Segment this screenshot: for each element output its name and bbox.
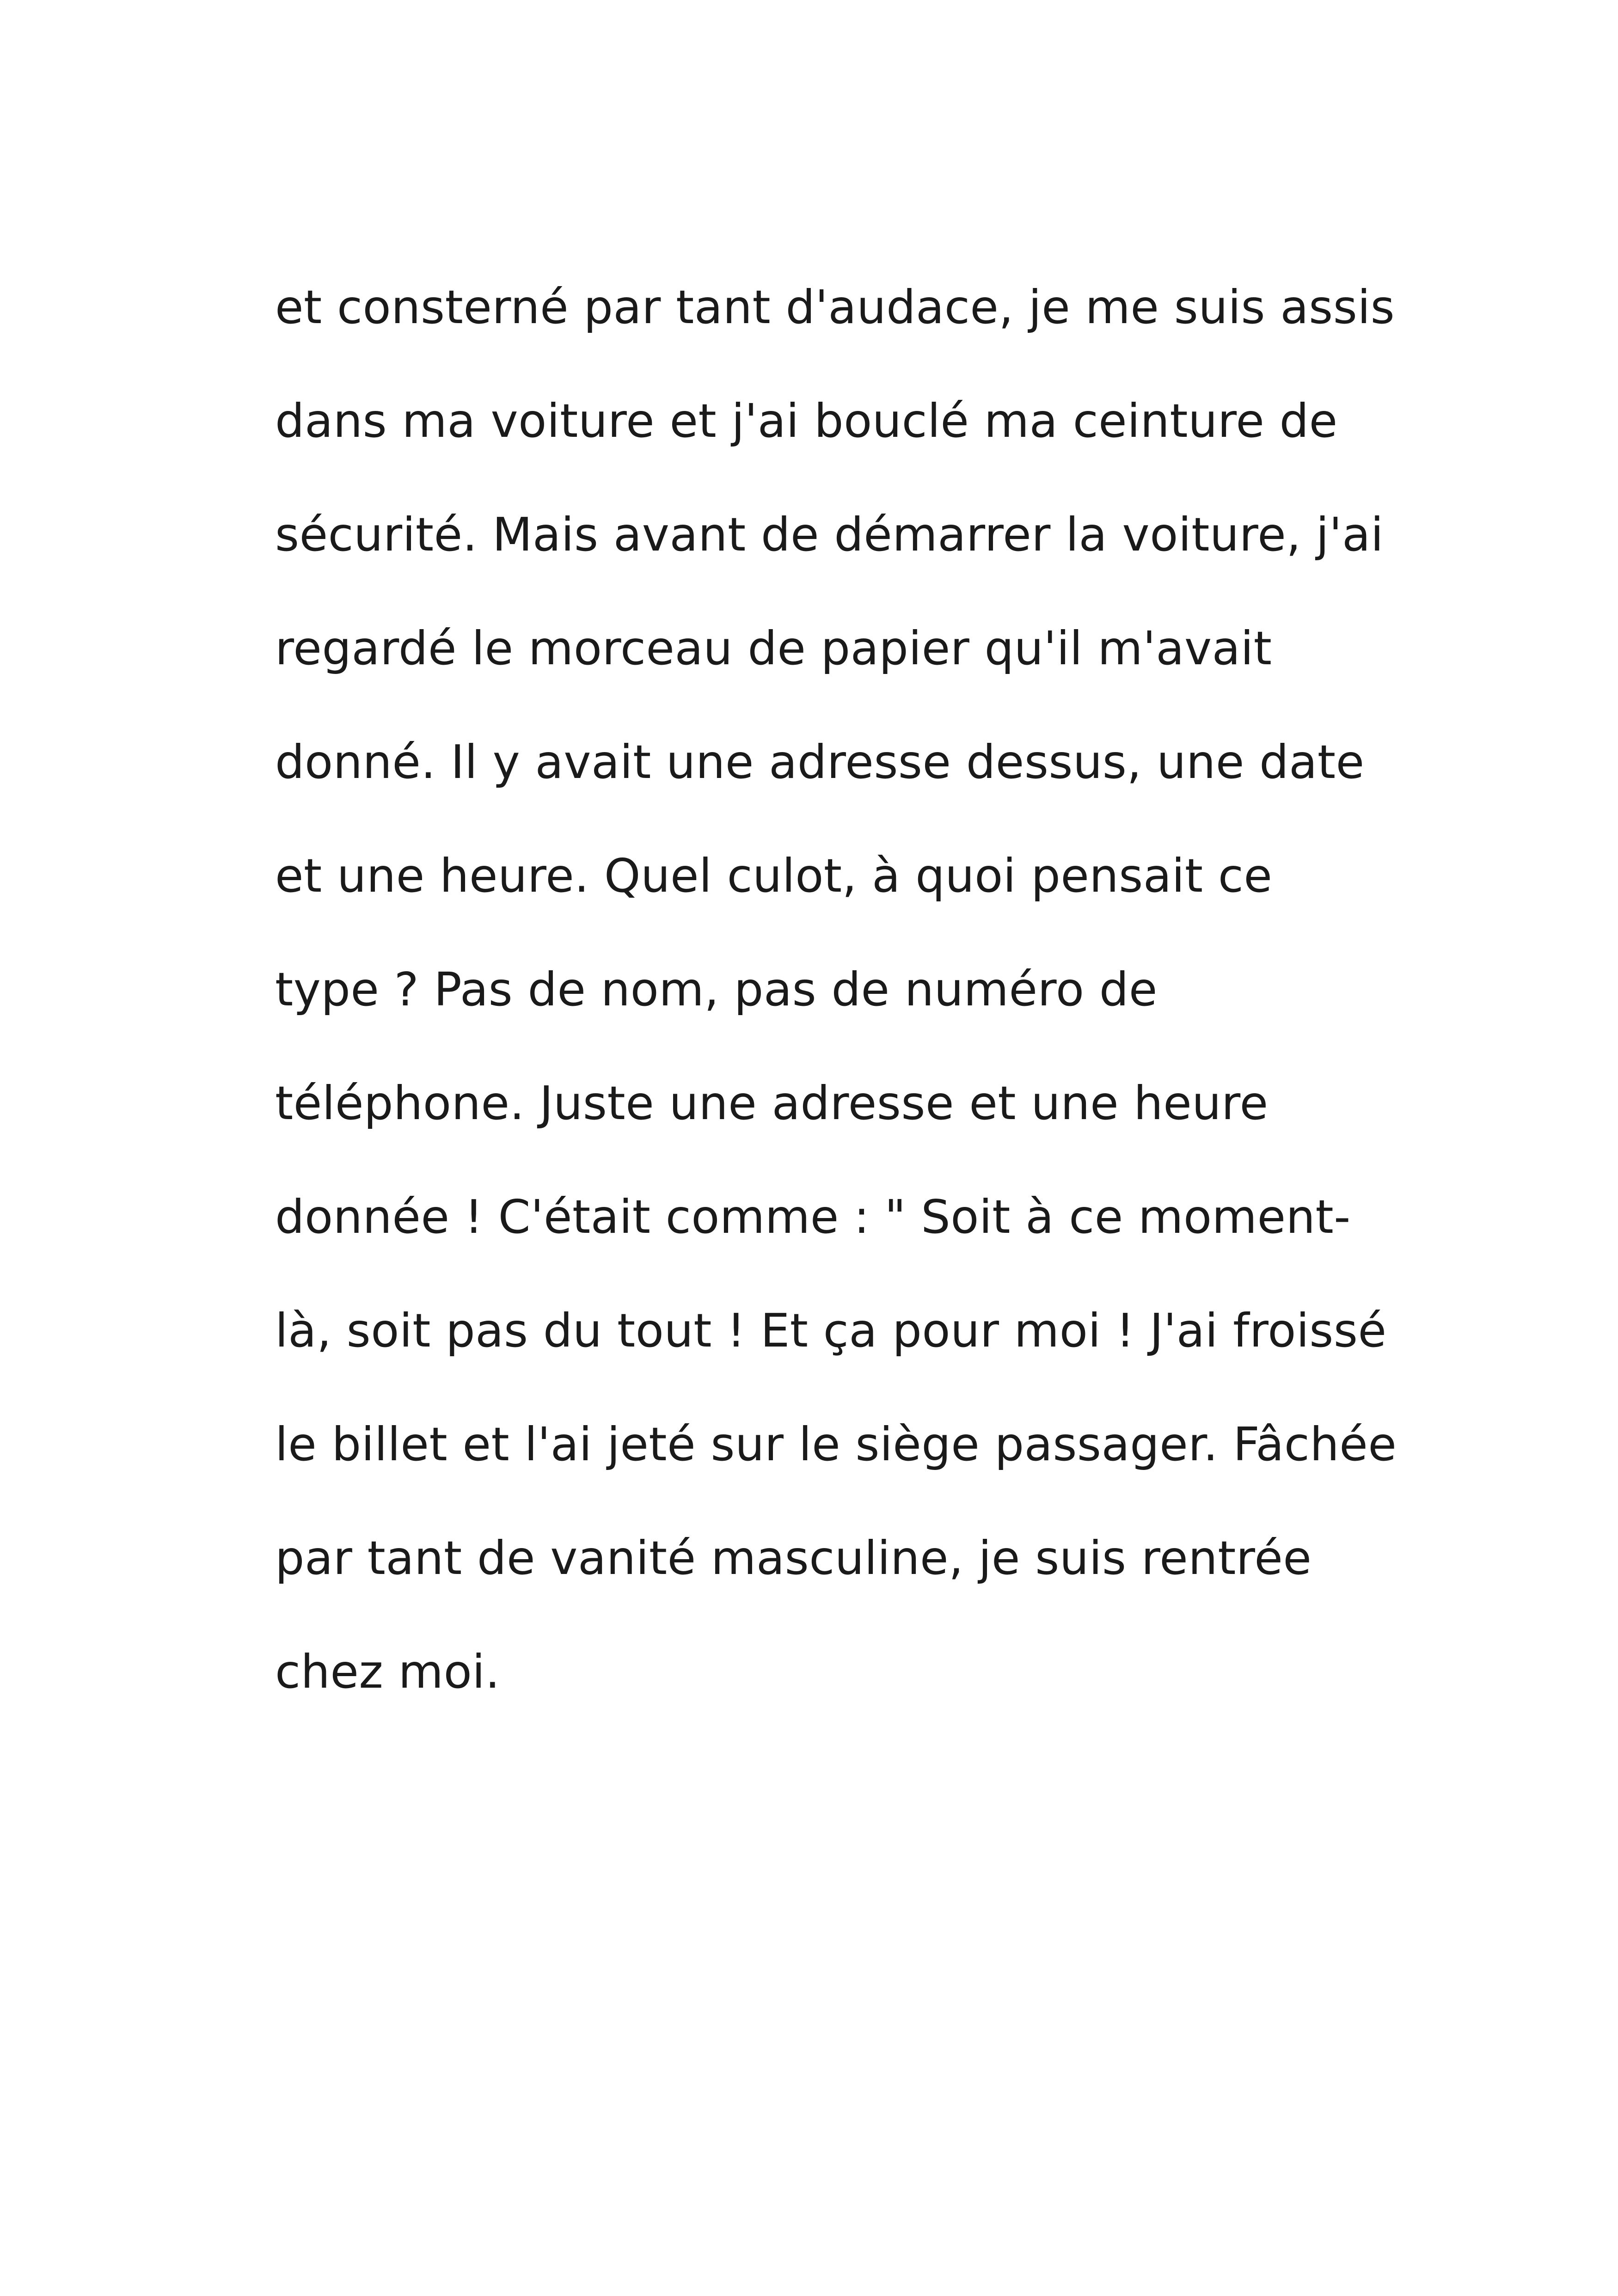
text-line: donnée ! C'était comme : " Soit à ce moment- (275, 1190, 1351, 1244)
text-line: par tant de vanité masculine, je suis rentrée (275, 1531, 1312, 1585)
text-line: téléphone. Juste une adresse et une heure (275, 1076, 1269, 1130)
body-paragraph (275, 273, 1408, 1751)
text-line: sécurité. Mais avant de démarrer la voiture, j'ai (275, 508, 1384, 562)
text-line: regardé le morceau de papier qu'il m'avait (275, 621, 1272, 675)
text-line: et une heure. Quel culot, à quoi pensait ce (275, 849, 1273, 903)
text-line: et consterné par tant d'audace, je me suis assis (275, 280, 1395, 334)
text-line: là, soit pas du tout ! Et ça pour moi ! J'ai froissé (275, 1304, 1387, 1358)
text-line: le billet et l'ai jeté sur le siège passager. Fâchée (275, 1417, 1397, 1471)
text-line: donné. Il y avait une adresse dessus, une date (275, 735, 1365, 789)
text-line: type ? Pas de nom, pas de numéro de (275, 962, 1158, 1016)
text-line: chez moi. (275, 1645, 500, 1699)
text-line: dans ma voiture et j'ai bouclé ma ceinture de (275, 394, 1338, 448)
